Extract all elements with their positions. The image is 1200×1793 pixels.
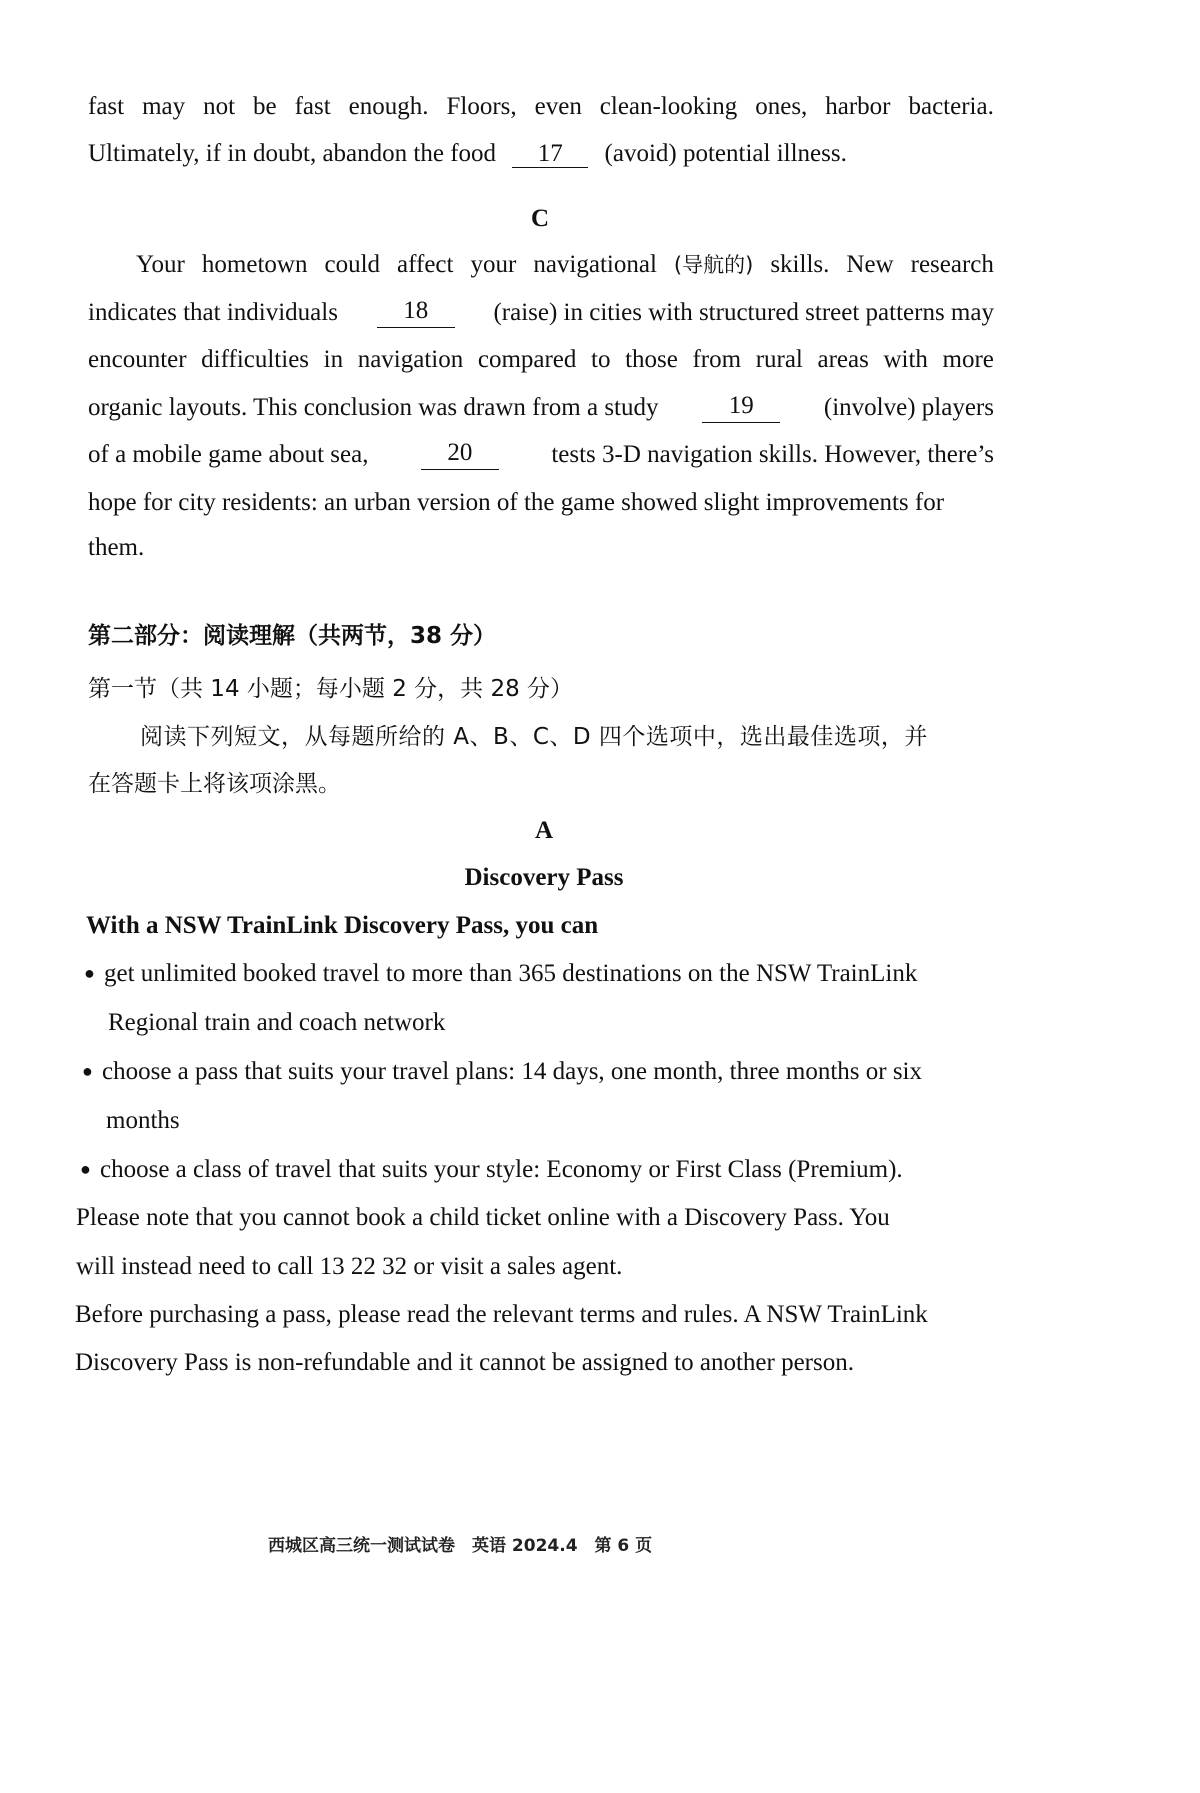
word: your [470, 251, 517, 278]
blank-20: 20 [421, 440, 499, 470]
word: research [910, 251, 994, 278]
word: Your [136, 251, 185, 278]
note-2-line-1: Before purchasing a pass, please read the relevant terms and rules. A NSW TrainLink [75, 1301, 928, 1328]
word: areas [817, 346, 869, 373]
word: even [534, 93, 582, 120]
bullet-text: get unlimited booked travel to more than 365 destinations on the NSW TrainLink [104, 960, 918, 987]
text-segment: organic layouts. This conclusion was drawn from a study [88, 394, 659, 421]
word: clean-looking [599, 93, 738, 120]
word: not [203, 93, 236, 120]
bullet-item-3 [80, 1154, 903, 1185]
word: in [323, 346, 344, 373]
bullet-item-2 [82, 1056, 922, 1087]
bullet-text: choose a class of travel that suits your style: Economy or First Class (Premium). [100, 1156, 903, 1183]
word: skills. [770, 251, 830, 278]
word: fast [294, 93, 331, 120]
word: New [846, 251, 894, 278]
passage-b-line-2 [88, 139, 847, 169]
word: compared [477, 346, 577, 373]
passage-c-line-3 [88, 345, 994, 375]
text-segment: (raise) in cities with structured street patterns may [493, 299, 994, 326]
word: those [625, 346, 678, 373]
passage-intro: With a NSW TrainLink Discovery Pass, you can [86, 912, 599, 939]
passage-c-line-5 [88, 440, 994, 470]
passage-c-line-1 [136, 250, 994, 280]
word: rural [755, 346, 803, 373]
word: to [591, 346, 611, 373]
passage-b-line-1 [88, 92, 994, 122]
bullet-icon: ● [82, 1061, 93, 1081]
word: affect [397, 251, 454, 278]
blank-18: 18 [377, 298, 455, 328]
passage-heading-a: A [534, 817, 554, 844]
word: enough. [348, 93, 429, 120]
word: encounter [88, 346, 187, 373]
text-segment: of a mobile game about sea, [88, 441, 369, 468]
word: be [253, 93, 277, 120]
word: navigational [533, 251, 657, 278]
bullet-icon: ● [84, 963, 95, 983]
word: harbor [825, 93, 891, 120]
instruction-line-2: 在答题卡上将该项涂黑。 [88, 771, 341, 797]
word: difficulties [201, 346, 310, 373]
word: with [883, 346, 928, 373]
blank-19: 19 [702, 393, 780, 423]
note-2-line-2: Discovery Pass is non-refundable and it cannot be assigned to another person. [75, 1349, 854, 1376]
bullet-icon: ● [80, 1159, 91, 1179]
bullet-item-1 [84, 958, 917, 989]
bullet-item-1-cont: Regional train and coach network [108, 1009, 446, 1036]
word: may [142, 93, 186, 120]
passage-c-line-4 [88, 393, 994, 423]
word: bacteria. [908, 93, 994, 120]
passage-title: Discovery Pass [464, 864, 624, 891]
passage-c-line-7: them. [88, 534, 145, 561]
word: Floors, [446, 93, 517, 120]
part-two-title: 第二部分：阅读理解（共两节，38 分） [88, 623, 497, 649]
bullet-item-2-cont: months [106, 1107, 180, 1134]
word: from [692, 346, 742, 373]
word: ones, [755, 93, 808, 120]
note-1-line-2: will instead need to call 13 22 32 or visit a sales agent. [76, 1253, 623, 1280]
text-segment: (avoid) potential illness. [604, 140, 847, 167]
text-segment: indicates that individuals [88, 299, 338, 326]
word: could [324, 251, 381, 278]
section-one-title: 第一节（共 14 小题；每小题 2 分，共 28 分） [88, 676, 574, 702]
text-segment: (involve) players [823, 394, 994, 421]
passage-c-line-6: hope for city residents: an urban version of the game showed slight improvements for [88, 489, 945, 516]
bullet-text: choose a pass that suits your travel plans: 14 days, one month, three months or six [102, 1058, 923, 1085]
instruction-line-1: 阅读下列短文，从每题所给的 A、B、C、D 四个选项中，选出最佳选项，并 [140, 724, 928, 750]
word: fast [88, 93, 125, 120]
passage-c-line-2 [88, 298, 994, 328]
text-segment: Ultimately, if in doubt, abandon the food [88, 140, 497, 167]
page-footer: 西城区高三统一测试试卷 英语 2024.4 第 6 页 [268, 1536, 653, 1556]
blank-17: 17 [512, 141, 588, 168]
text-segment: tests 3-D navigation skills. However, there’s [551, 441, 994, 468]
gloss: (导航的) [673, 253, 754, 277]
word: more [942, 346, 994, 373]
word: hometown [201, 251, 308, 278]
word: navigation [357, 346, 464, 373]
note-1-line-1: Please note that you cannot book a child ticket online with a Discovery Pass. You [76, 1204, 890, 1231]
section-heading-c: C [530, 205, 550, 232]
